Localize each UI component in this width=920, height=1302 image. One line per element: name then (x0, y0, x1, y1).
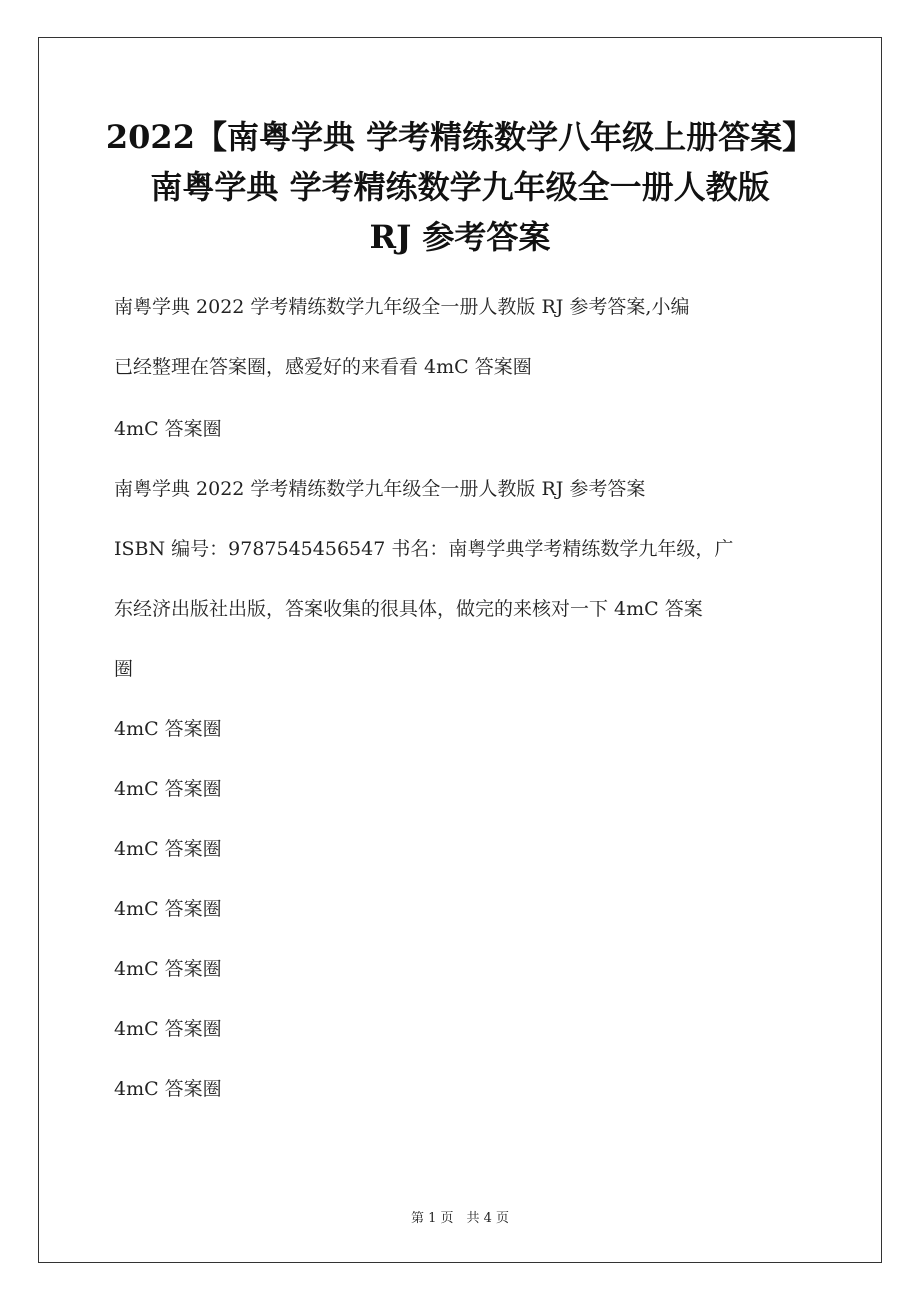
list-item: 4mC 答案圈 (114, 958, 222, 980)
paragraph-line: ISBN 编号：9787545456547 书名：南粤学典学考精练数学九年级，广 (114, 538, 734, 560)
list-item: 4mC 答案圈 (114, 898, 222, 920)
list-item: 4mC 答案圈 (114, 838, 222, 860)
paragraph-line: 4mC 答案圈 (114, 418, 222, 440)
list-item: 4mC 答案圈 (114, 778, 222, 800)
title-line-2: 南粤学典 学考精练数学九年级全一册人教版 (150, 168, 770, 206)
paragraph-line: 圈 (114, 658, 134, 680)
paragraph-line: 已经整理在答案圈，感爱好的来看看 4mC 答案圈 (114, 356, 532, 378)
list-item: 4mC 答案圈 (114, 718, 222, 740)
paragraph-line: 南粤学典 2022 学考精练数学九年级全一册人教版 RJ 参考答案,小编 (114, 296, 690, 318)
list-item: 4mC 答案圈 (114, 1018, 222, 1040)
paragraph-line: 南粤学典 2022 学考精练数学九年级全一册人教版 RJ 参考答案 (114, 478, 646, 500)
document-title (60, 112, 860, 262)
title-line-3: RJ 参考答案 (369, 218, 551, 256)
list-item: 4mC 答案圈 (114, 1078, 222, 1100)
title-line-1: 2022【南粤学典 学考精练数学八年级上册答案】 (105, 118, 815, 156)
page-footer: 第 1 页 共 4 页 (410, 1211, 510, 1226)
paragraph-line: 东经济出版社出版，答案收集的很具体，做完的来核对一下 4mC 答案 (114, 598, 703, 620)
